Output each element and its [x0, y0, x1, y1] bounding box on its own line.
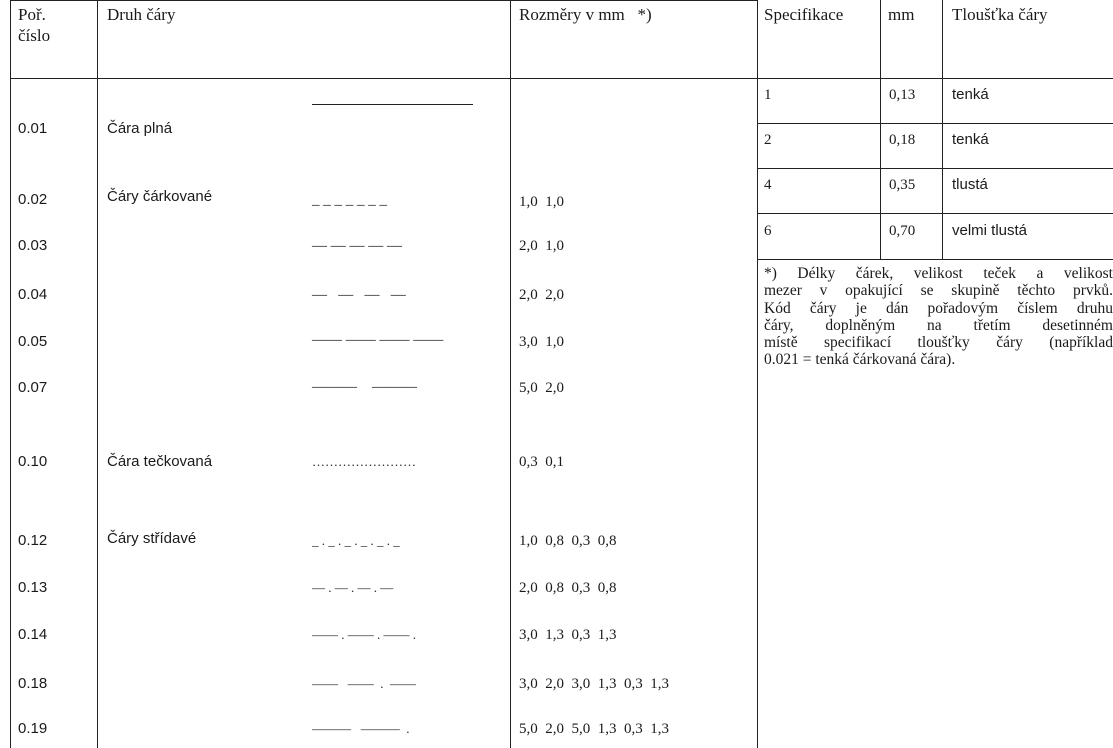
line-sample-dotted: …………………… — [312, 454, 416, 469]
row-type: Čáry střídavé — [107, 530, 197, 547]
spec-column-divider — [880, 0, 881, 260]
spec-table-line — [757, 213, 1113, 214]
footnote-line: *) Délky čárek, velikost teček a velikost — [764, 265, 1113, 282]
footnote-line: Kód čáry je dán pořadovým číslem druhu — [764, 299, 1113, 317]
row-dims: 1,0 0,8 0,3 0,8 — [519, 533, 617, 549]
footnote-line: čáry, doplněným na třetím desetinném — [764, 316, 1113, 334]
row-num: 0.01 — [18, 120, 48, 137]
thickness-value: tlustá — [952, 176, 988, 193]
footnote — [764, 265, 1113, 369]
mm-value: 0,35 — [889, 177, 916, 193]
header-num-line2: číslo — [18, 26, 51, 45]
spec-value: 6 — [764, 223, 772, 239]
line-sample-dashed: _ _ _ _ _ _ _ — [312, 192, 387, 208]
line-sample-dashdot: —— —— . —— — [312, 676, 416, 691]
row-type: Čára tečkovaná — [107, 453, 213, 470]
row-num: 0.19 — [18, 720, 48, 737]
mm-value: 0,70 — [889, 223, 916, 239]
column-divider-1 — [97, 0, 98, 748]
thickness-value: tenká — [952, 131, 989, 148]
row-dims: 5,0 2,0 — [519, 380, 564, 396]
footnote-line: mezer v opakující se skupině těchto prvků. — [764, 282, 1113, 300]
line-sample-solid — [312, 104, 473, 105]
thickness-value: velmi tlustá — [952, 222, 1028, 239]
line-sample-dashdot: _ . _ . _ . _ . _ . _ — [312, 533, 400, 548]
row-num: 0.02 — [18, 191, 48, 208]
header-mm: mm — [888, 5, 915, 24]
header-num-line1: Poř. — [18, 5, 46, 24]
mm-value: 0,13 — [889, 87, 916, 103]
header-dims: Rozměry v mm *) — [519, 5, 652, 24]
spec-table-line — [757, 168, 1113, 169]
row-num: 0.04 — [18, 286, 48, 303]
footnote-line: místě specifikací tloušťky čáry (například — [764, 334, 1113, 352]
footnote-line: 0.021 = tenká čárkovaná čára). — [764, 351, 956, 369]
row-num: 0.18 — [18, 675, 48, 692]
row-num: 0.12 — [18, 532, 48, 549]
column-divider-3 — [757, 0, 758, 748]
table-border-top — [10, 0, 758, 1]
row-dims: 3,0 1,0 — [519, 334, 564, 350]
row-num: 0.07 — [18, 379, 48, 396]
spec-column-divider — [942, 0, 943, 260]
spec-value: 2 — [764, 132, 772, 148]
header-type: Druh čáry — [107, 5, 176, 24]
row-dims: 3,0 1,3 0,3 1,3 — [519, 627, 617, 643]
row-num: 0.05 — [18, 333, 48, 350]
thickness-value: tenká — [952, 86, 989, 103]
row-num: 0.10 — [18, 453, 48, 470]
row-dims: 3,0 2,0 3,0 1,3 0,3 1,3 — [519, 676, 669, 692]
row-dims: 2,0 1,0 — [519, 238, 564, 254]
row-num: 0.14 — [18, 626, 48, 643]
row-dims: 0,3 0,1 — [519, 454, 564, 470]
line-sample-dashed: —— —— —— —— — [312, 332, 444, 348]
line-sample-dashdot: — . — . — . — — [312, 580, 394, 595]
table-border-left — [10, 0, 11, 748]
spec-value: 4 — [764, 177, 772, 193]
spec-table-line — [757, 259, 1113, 260]
line-sample-dashed: ——— ——— — [312, 379, 417, 395]
row-num: 0.13 — [18, 579, 48, 596]
row-dims: 5,0 2,0 5,0 1,3 0,3 1,3 — [519, 721, 669, 737]
line-sample-dashdot: —— . —— . —— . — [312, 627, 416, 642]
row-num: 0.03 — [18, 237, 48, 254]
table-header-divider — [10, 78, 758, 79]
line-sample-dashdot: ——— ——— . — [312, 721, 410, 736]
column-divider-2 — [510, 0, 511, 748]
row-dims: 1,0 1,0 — [519, 194, 564, 210]
mm-value: 0,18 — [889, 132, 916, 148]
row-type: Čára plná — [107, 120, 173, 137]
spec-table-line — [757, 123, 1113, 124]
spec-value: 1 — [764, 87, 772, 103]
row-dims: 2,0 0,8 0,3 0,8 — [519, 580, 617, 596]
line-sample-dashed: — — — — — — [312, 238, 402, 254]
row-type: Čáry čárkované — [107, 188, 213, 205]
spec-table-line — [757, 78, 1113, 79]
header-thickness: Tloušťka čáry — [952, 5, 1048, 24]
line-sample-dashed: — — — — — [312, 287, 406, 303]
row-dims: 2,0 2,0 — [519, 287, 564, 303]
header-spec: Specifikace — [764, 5, 844, 24]
